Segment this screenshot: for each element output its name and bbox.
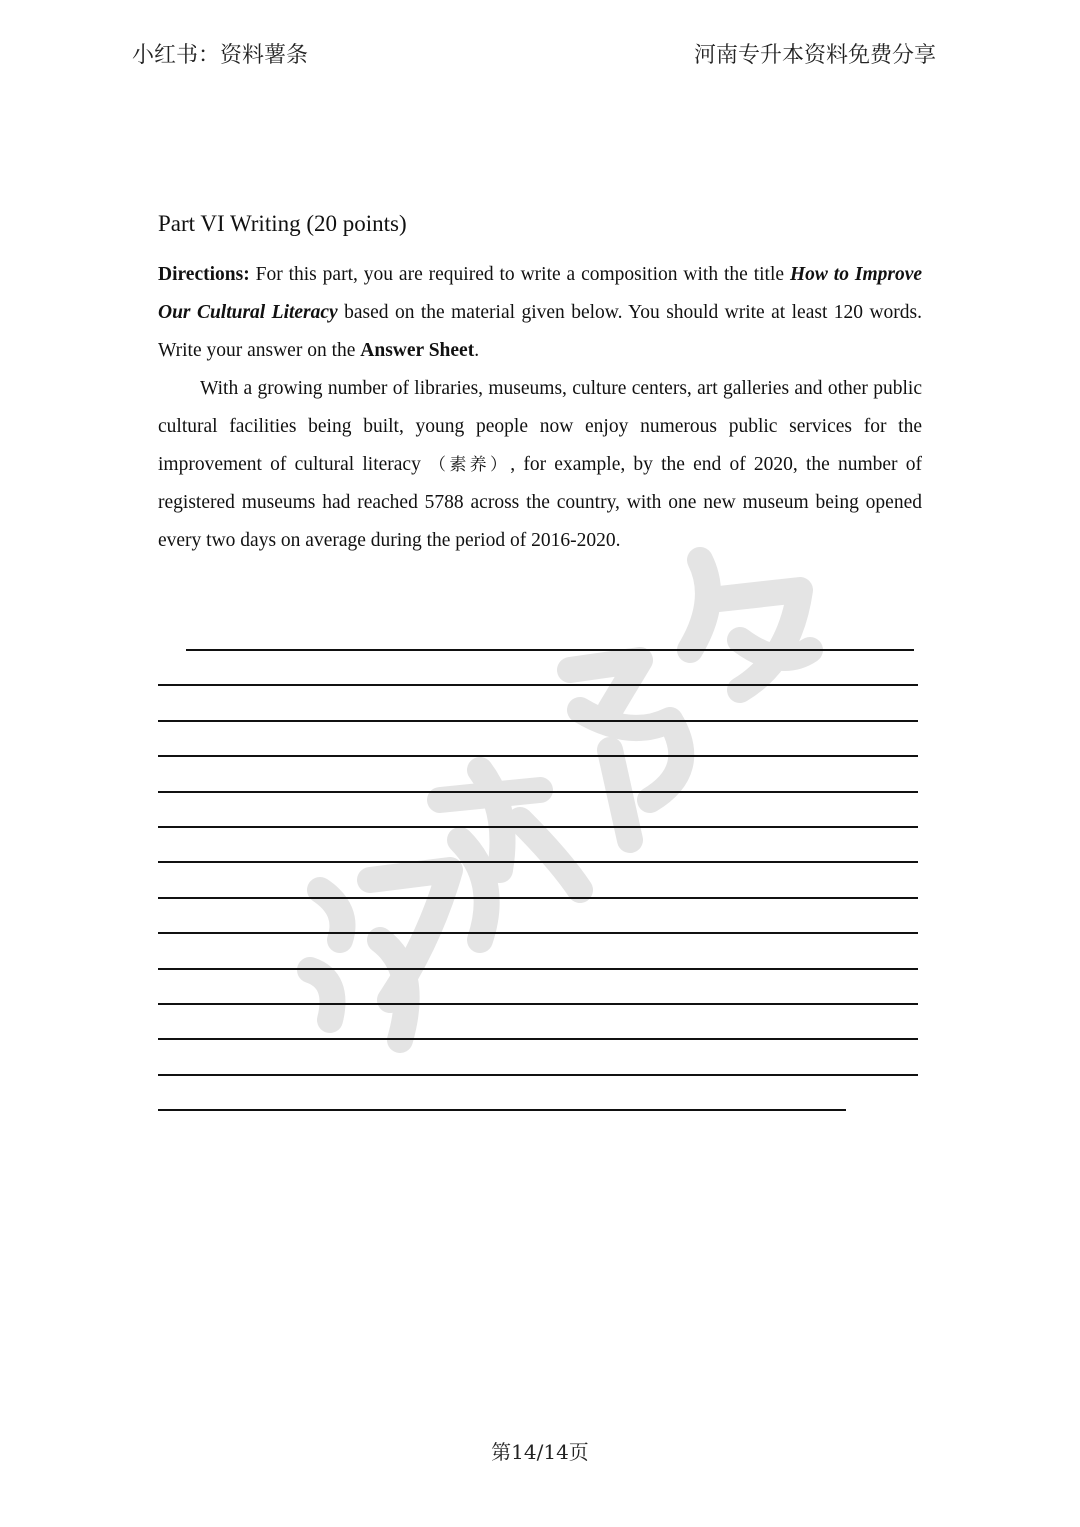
- watermark-calligraphy: [280, 540, 840, 1060]
- writing-line: [158, 1074, 918, 1076]
- writing-line: [158, 720, 918, 722]
- directions-label: Directions:: [158, 264, 250, 285]
- material-text-2: , for example, by the end of 2020, the number of registered museums had reached 5788 across the country, with one new museum being opened every two days on average during the period of 2016-2020.: [158, 454, 922, 551]
- directions-paragraph: [158, 256, 922, 370]
- material-paragraph: [158, 370, 922, 560]
- material-cjk-gloss: （素养）: [429, 455, 511, 475]
- directions-text-1: For this part, you are required to write a composition with the title: [249, 264, 790, 285]
- writing-line: [158, 897, 918, 899]
- directions-text-2: based on the material given below. You should write at least 120 words. Write your answer on the: [158, 302, 923, 361]
- writing-line: [158, 826, 918, 828]
- header-right-text: 河南专升本资料免费分享: [693, 43, 936, 68]
- writing-line: [158, 932, 918, 934]
- writing-line: [158, 861, 918, 863]
- material-text-1: With a growing number of libraries, museums, culture centers, art galleries and other public cultural facilities being built, young people now enjoy numerous public services for the improvement of cultural literacy: [158, 378, 922, 475]
- composition-title: How to Improve Our Cultural Literacy: [158, 264, 923, 323]
- header-left-text: 小红书：资料薯条: [132, 43, 309, 68]
- page-number: 第14/14页: [491, 1440, 589, 1464]
- directions-text-3: .: [474, 340, 480, 361]
- writing-line: [158, 791, 918, 793]
- writing-line: [158, 968, 918, 970]
- writing-line: [186, 649, 914, 651]
- writing-line: [158, 1109, 846, 1111]
- writing-line: [158, 684, 918, 686]
- answer-sheet-label: Answer Sheet: [360, 340, 475, 361]
- section-title: Part VI Writing (20 points): [158, 211, 407, 236]
- writing-line: [158, 1003, 918, 1005]
- writing-line: [158, 755, 918, 757]
- writing-line: [158, 1038, 918, 1040]
